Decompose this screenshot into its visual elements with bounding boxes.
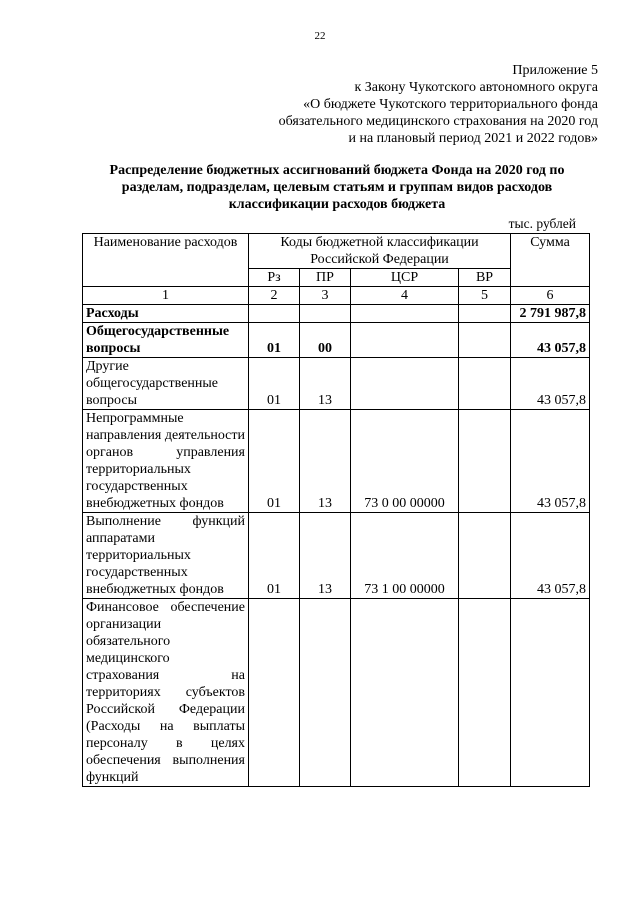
header-vr: ВР: [459, 269, 511, 287]
table-row: [83, 599, 590, 787]
row-pr: [300, 305, 351, 323]
header-name: Наименование расходов: [83, 234, 249, 287]
table-row: [83, 323, 590, 358]
row-rz: [249, 305, 300, 323]
header-codes-group: Коды бюджетной классификации Российской Федерации: [249, 234, 511, 269]
row-rz: 01: [249, 323, 300, 358]
page-number: 22: [314, 30, 326, 42]
row-name: Другие общегосударственные вопросы: [83, 358, 249, 410]
row-csr: [351, 305, 459, 323]
row-pr: 13: [300, 358, 351, 410]
row-name: Выполнение функций аппаратами территориальных государственных внебюджетных фондов: [83, 513, 249, 599]
title-line: Распределение бюджетных ассигнований бюджета Фонда на 2020 год по: [109, 163, 565, 178]
title-line: разделам, подразделам, целевым статьям и группам видов расходов: [121, 180, 553, 195]
row-vr: [459, 358, 511, 410]
row-pr: 13: [300, 513, 351, 599]
column-number: 2: [249, 287, 300, 305]
row-rz: 01: [249, 513, 300, 599]
document-title: [78, 162, 596, 213]
table-row: [83, 358, 590, 410]
column-number: 1: [83, 287, 249, 305]
row-name: Общегосударственные вопросы: [83, 323, 249, 358]
header-sum: Сумма: [511, 234, 590, 287]
row-csr: [351, 358, 459, 410]
row-sum: 43 057,8: [511, 410, 590, 513]
column-number: 6: [511, 287, 590, 305]
row-sum: 43 057,8: [511, 358, 590, 410]
row-rz: 01: [249, 358, 300, 410]
appendix-line: Приложение 5: [512, 63, 598, 78]
row-csr: 73 0 00 00000: [351, 410, 459, 513]
row-sum: [511, 599, 590, 787]
units-label: тыс. рублей: [508, 216, 576, 231]
row-vr: [459, 513, 511, 599]
appendix-line: обязательного медицинского страхования на 2020 год: [278, 114, 598, 129]
appendix-line: и на плановый период 2021 и 2022 годов»: [348, 131, 598, 146]
row-rz: 01: [249, 410, 300, 513]
row-sum: 43 057,8: [511, 513, 590, 599]
column-numbers-row: [83, 287, 590, 305]
appendix-reference: [279, 62, 598, 147]
row-sum: 2 791 987,8: [511, 305, 590, 323]
appendix-line: к Закону Чукотского автономного округа: [354, 80, 598, 95]
row-vr: [459, 305, 511, 323]
row-rz: [249, 599, 300, 787]
row-sum: 43 057,8: [511, 323, 590, 358]
table-row: [83, 410, 590, 513]
column-number: 3: [300, 287, 351, 305]
table-row: [83, 513, 590, 599]
title-line: классификации расходов бюджета: [228, 197, 446, 212]
column-number: 5: [459, 287, 511, 305]
row-vr: [459, 599, 511, 787]
table-header-row: [83, 234, 590, 269]
row-vr: [459, 323, 511, 358]
row-vr: [459, 410, 511, 513]
table-row: [83, 305, 590, 323]
column-number: 4: [351, 287, 459, 305]
row-pr: 00: [300, 323, 351, 358]
appendix-line: «О бюджете Чукотского территориального фонда: [303, 97, 598, 112]
row-csr: [351, 323, 459, 358]
budget-table: [82, 233, 590, 787]
row-pr: 13: [300, 410, 351, 513]
row-csr: 73 1 00 00000: [351, 513, 459, 599]
header-csr: ЦСР: [351, 269, 459, 287]
row-name: Непрограммные направления деятельности органов управления территориальных государственных внебюджетных фондов: [83, 410, 249, 513]
row-pr: [300, 599, 351, 787]
row-name: Расходы: [83, 305, 249, 323]
row-csr: [351, 599, 459, 787]
header-pr: ПР: [300, 269, 351, 287]
header-rz: Рз: [249, 269, 300, 287]
row-name: Финансовое обеспечение организации обязательного медицинского страхования на территориях субъектов Российской Федерации (Расходы на выплаты персоналу в целях обеспечения выполнения функций: [83, 599, 249, 787]
